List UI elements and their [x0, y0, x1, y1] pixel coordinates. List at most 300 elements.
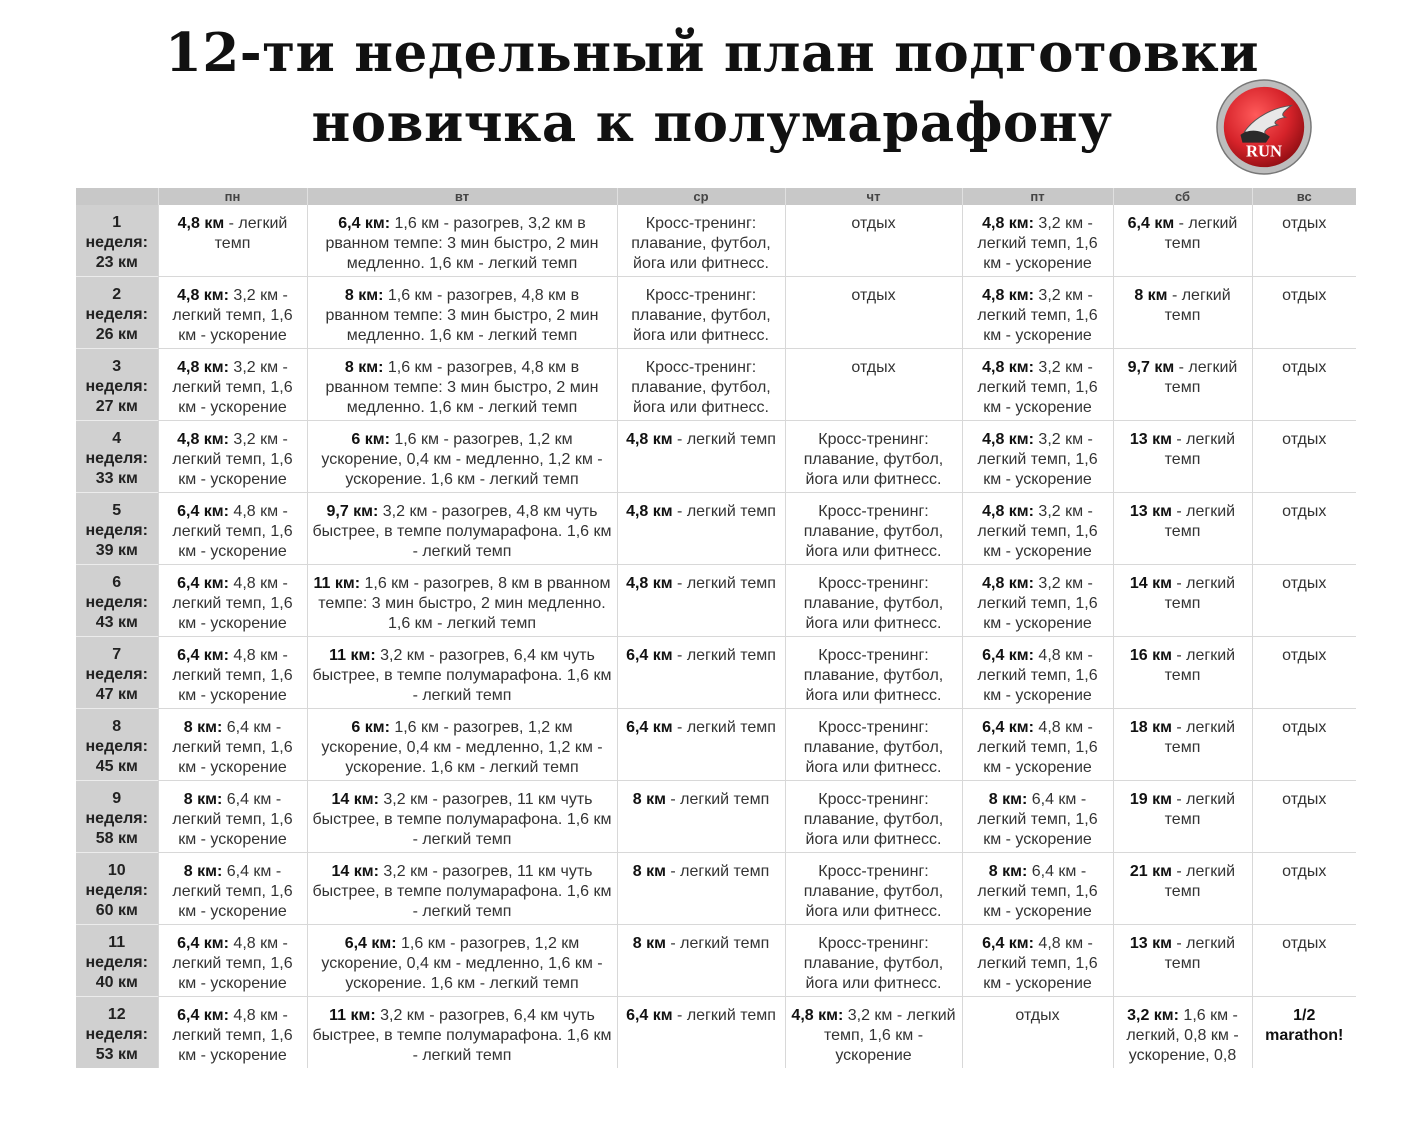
week-num: 11: [108, 934, 126, 951]
workout-description: 1,6 км - разогрев, 4,8 км в рванном темпе: 3 мин быстро, 2 мин медленно. 1,6 км - легкий темп: [325, 287, 599, 344]
distance-label: 6,4 км: [626, 647, 673, 664]
day-cell: [962, 493, 1113, 565]
day-cell: [785, 349, 962, 421]
week-total: 53 км: [95, 1046, 138, 1063]
distance-label: 11 км:: [329, 647, 376, 664]
title-line-2: новичка к полумарафону: [311, 92, 1113, 154]
distance-label: 6,4 км:: [177, 647, 229, 664]
workout-description: - легкий темп: [1164, 575, 1236, 612]
workout-description: 1,6 км - разогрев, 8 км в рванном темпе: 3 мин быстро, 2 мин медленно. 1,6 км - легкий темп: [318, 575, 611, 632]
distance-label: 18 км: [1129, 719, 1172, 736]
workout-description: отдых: [1282, 575, 1327, 592]
workout-description: 1,6 км - разогрев, 1,2 км ускорение, 0,4 км - медленно, 1,6 км - ускорение. 1,6 км - легкий темп: [321, 935, 603, 992]
distance-label: 4,8 км:: [982, 215, 1034, 232]
workout-description: 4,8 км - легкий темп, 1,6 км - ускорение: [172, 935, 293, 992]
day-cell: [785, 925, 962, 997]
distance-label: 19 км: [1129, 791, 1172, 808]
distance-label: 4,8 км: [626, 503, 673, 520]
day-cell: [158, 349, 307, 421]
day-cell: [307, 997, 617, 1069]
table-row: [76, 421, 1356, 493]
workout-description: 3,2 км - легкий темп, 1,6 км - ускорение: [977, 575, 1098, 632]
title-line-1: 12-ти недельный план подготовки: [164, 22, 1260, 84]
day-cell: [1252, 853, 1356, 925]
day-cell: [158, 853, 307, 925]
week-num: 6: [112, 574, 122, 591]
workout-description: Кросс-тренинг: плавание, футбол, йога или фитнесс.: [631, 287, 771, 344]
table-row: [76, 277, 1356, 349]
week-num: 12: [107, 1006, 126, 1023]
header-day: вт: [307, 188, 617, 205]
week-total: 40 км: [95, 974, 138, 991]
week-cell: [76, 925, 158, 997]
day-cell: [1113, 637, 1252, 709]
distance-label: 6,4 км:: [344, 935, 397, 952]
distance-label: 4,8 км:: [982, 359, 1034, 376]
day-cell: [617, 421, 785, 493]
week-cell: [76, 493, 158, 565]
workout-description: - легкий темп: [665, 935, 770, 952]
day-cell: [617, 565, 785, 637]
distance-label: 6 км:: [351, 719, 390, 736]
day-cell: [158, 997, 307, 1069]
day-cell: [158, 709, 307, 781]
day-cell: [307, 277, 617, 349]
week-num: 3: [112, 358, 122, 375]
distance-label: 6,4 км:: [982, 719, 1034, 736]
distance-label: 14 км:: [331, 863, 379, 880]
workout-description: - легкий темп: [214, 215, 288, 252]
workout-description: 4,8 км - легкий темп, 1,6 км - ускорение: [977, 935, 1098, 992]
header-day: пт: [962, 188, 1113, 205]
workout-description: 1,6 км - разогрев, 1,2 км ускорение, 0,4 км - медленно, 1,2 км - ускорение. 1,6 км - легкий темп: [321, 719, 603, 776]
workout-description: - легкий темп: [1164, 359, 1238, 396]
workout-description: 1,6 км - разогрев, 4,8 км в рванном темпе: 3 мин быстро, 2 мин медленно. 1,6 км - легкий темп: [325, 359, 599, 416]
week-cell: [76, 349, 158, 421]
distance-label: 6,4 км:: [177, 575, 229, 592]
workout-description: Кросс-тренинг: плавание, футбол, йога или фитнесс.: [631, 359, 771, 416]
week-total: 47 км: [95, 686, 138, 703]
day-cell: [307, 925, 617, 997]
week-cell: [76, 421, 158, 493]
week-cell: [76, 565, 158, 637]
table-row: [76, 853, 1356, 925]
run-logo: [1215, 78, 1313, 176]
workout-description: отдых: [1282, 791, 1327, 808]
workout-description: 4,8 км - легкий темп, 1,6 км - ускорение: [172, 575, 293, 632]
distance-label: 13 км: [1129, 935, 1172, 952]
distance-label: 6,4 км:: [338, 215, 391, 232]
distance-label: 14 км: [1129, 575, 1172, 592]
distance-label: 8 км:: [988, 791, 1028, 808]
day-cell: [617, 853, 785, 925]
distance-label: 4,8 км:: [791, 1007, 844, 1024]
week-label: неделя:: [85, 738, 148, 755]
week-total: 27 км: [95, 398, 138, 415]
distance-label: 4,8 км: [177, 215, 225, 232]
distance-label: 4,8 км:: [982, 575, 1034, 592]
distance-label: 9,7 км: [1127, 359, 1175, 376]
workout-description: - легкий темп: [1164, 647, 1236, 684]
table-row: [76, 637, 1356, 709]
workout-description: - легкий темп: [1164, 719, 1236, 756]
day-cell: [962, 709, 1113, 781]
day-cell: [1113, 205, 1252, 277]
day-cell: [158, 205, 307, 277]
workout-description: 3,2 км - легкий темп, 1,6 км - ускорение: [977, 503, 1098, 560]
day-cell: [785, 709, 962, 781]
distance-label: 4,8 км:: [982, 287, 1034, 304]
day-cell: [1252, 997, 1356, 1069]
day-cell: [1113, 781, 1252, 853]
workout-description: отдых: [1282, 431, 1327, 448]
workout-description: 1,6 км - разогрев, 1,2 км ускорение, 0,4 км - медленно, 1,2 км - ускорение. 1,6 км - легкий темп: [321, 431, 603, 488]
day-cell: [1113, 997, 1252, 1069]
day-cell: [962, 205, 1113, 277]
distance-label: 11 км:: [313, 575, 361, 592]
distance-label: 9,7 км:: [326, 503, 379, 520]
workout-description: Кросс-тренинг: плавание, футбол, йога или фитнесс.: [803, 575, 944, 632]
day-cell: [617, 493, 785, 565]
week-num: 7: [112, 646, 122, 663]
distance-label: 3,2 км:: [1127, 1007, 1179, 1024]
week-total: 33 км: [95, 470, 138, 487]
distance-label: 6,4 км:: [982, 935, 1034, 952]
day-cell: [962, 925, 1113, 997]
distance-label: 8 км:: [344, 359, 384, 376]
workout-description: - легкий темп: [672, 1007, 776, 1024]
header-day: пн: [158, 188, 307, 205]
workout-description: отдых: [851, 215, 896, 232]
week-total: 26 км: [95, 326, 138, 343]
workout-description: Кросс-тренинг: плавание, футбол, йога или фитнесс.: [803, 503, 944, 560]
workout-description: отдых: [1282, 503, 1327, 520]
day-cell: [1252, 709, 1356, 781]
day-cell: [1113, 421, 1252, 493]
day-cell: [962, 421, 1113, 493]
workout-description: 6,4 км - легкий темп, 1,6 км - ускорение: [977, 791, 1098, 848]
day-cell: [962, 997, 1113, 1069]
workout-description: - легкий темп: [672, 575, 776, 592]
workout-description: 3,2 км - разогрев, 6,4 км чуть быстрее, в темпе полумарафона. 1,6 км - легкий темп: [312, 647, 612, 704]
day-cell: [962, 853, 1113, 925]
distance-label: 8 км:: [183, 791, 223, 808]
distance-label: 8 км: [632, 935, 666, 952]
workout-description: - легкий темп: [672, 503, 776, 520]
workout-description: Кросс-тренинг: плавание, футбол, йога или фитнесс.: [803, 431, 944, 488]
workout-description: отдых: [1015, 1007, 1060, 1024]
week-label: неделя:: [85, 954, 148, 971]
distance-label: 1/2 marathon!: [1265, 1007, 1344, 1044]
week-total: 58 км: [95, 830, 138, 847]
workout-description: 1,6 км - легкий, 0,8 км - ускорение, 0,8: [1126, 1007, 1239, 1064]
workout-description: 3,2 км - разогрев, 11 км чуть быстрее, в темпе полумарафона. 1,6 км - легкий темп: [312, 791, 612, 848]
day-cell: [307, 637, 617, 709]
distance-label: 6,4 км:: [177, 503, 229, 520]
day-cell: [158, 277, 307, 349]
page-title: [0, 18, 1424, 161]
day-cell: [158, 493, 307, 565]
workout-description: отдых: [1282, 719, 1327, 736]
workout-description: отдых: [1282, 287, 1327, 304]
day-cell: [158, 565, 307, 637]
distance-label: 4,8 км:: [982, 503, 1034, 520]
week-cell: [76, 781, 158, 853]
week-cell: [76, 637, 158, 709]
day-cell: [962, 781, 1113, 853]
workout-description: 3,2 км - разогрев, 6,4 км чуть быстрее, в темпе полумарафона. 1,6 км - легкий темп: [312, 1007, 612, 1064]
workout-description: отдых: [851, 359, 896, 376]
week-total: 60 км: [95, 902, 138, 919]
day-cell: [307, 493, 617, 565]
day-cell: [1252, 925, 1356, 997]
workout-description: Кросс-тренинг: плавание, футбол, йога или фитнесс.: [803, 647, 944, 704]
distance-label: 6,4 км: [1127, 215, 1175, 232]
day-cell: [785, 493, 962, 565]
day-cell: [307, 853, 617, 925]
distance-label: 4,8 км:: [177, 359, 229, 376]
workout-description: отдых: [1282, 359, 1327, 376]
distance-label: 6,4 км:: [177, 935, 229, 952]
day-cell: [785, 997, 962, 1069]
week-cell: [76, 709, 158, 781]
header-day: сб: [1113, 188, 1252, 205]
workout-description: 3,2 км - легкий темп, 1,6 км - ускорение: [977, 359, 1098, 416]
distance-label: 8 км: [1134, 287, 1168, 304]
week-cell: [76, 853, 158, 925]
distance-label: 6,4 км:: [177, 1007, 229, 1024]
distance-label: 8 км:: [183, 719, 223, 736]
distance-label: 6 км:: [351, 431, 390, 448]
workout-description: 6,4 км - легкий темп, 1,6 км - ускорение: [172, 719, 293, 776]
workout-description: 3,2 км - разогрев, 4,8 км чуть быстрее, в темпе полумарафона. 1,6 км - легкий темп: [312, 503, 612, 560]
distance-label: 8 км:: [988, 863, 1028, 880]
day-cell: [1113, 853, 1252, 925]
day-cell: [307, 709, 617, 781]
workout-description: - легкий темп: [672, 431, 776, 448]
week-cell: [76, 205, 158, 277]
header-day: вс: [1252, 188, 1356, 205]
table-row: [76, 493, 1356, 565]
day-cell: [785, 277, 962, 349]
workout-description: - легкий темп: [1164, 431, 1236, 468]
week-label: неделя:: [85, 594, 148, 611]
day-cell: [962, 565, 1113, 637]
distance-label: 6,4 км: [626, 1007, 673, 1024]
workout-description: 3,2 км - легкий темп, 1,6 км - ускорение: [977, 215, 1098, 272]
day-cell: [1113, 277, 1252, 349]
day-cell: [1113, 349, 1252, 421]
workout-description: Кросс-тренинг: плавание, футбол, йога или фитнесс.: [803, 935, 944, 992]
distance-label: 14 км:: [331, 791, 379, 808]
day-cell: [1252, 421, 1356, 493]
week-cell: [76, 277, 158, 349]
week-cell: [76, 997, 158, 1069]
header-day: чт: [785, 188, 962, 205]
workout-description: 1,6 км - разогрев, 3,2 км в рванном темпе: 3 мин быстро, 2 мин медленно. 1,6 км - легкий темп: [325, 215, 599, 272]
table-row: [76, 565, 1356, 637]
day-cell: [962, 349, 1113, 421]
workout-description: - легкий темп: [1164, 791, 1236, 828]
week-total: 43 км: [95, 614, 138, 631]
day-cell: [785, 853, 962, 925]
week-num: 10: [107, 862, 126, 879]
week-label: неделя:: [85, 810, 148, 827]
training-plan-table: [76, 188, 1356, 1068]
workout-description: 3,2 км - легкий темп, 1,6 км - ускорение: [172, 431, 293, 488]
day-cell: [962, 277, 1113, 349]
day-cell: [1113, 925, 1252, 997]
week-total: 39 км: [95, 542, 138, 559]
logo-text: RUN: [1245, 141, 1283, 161]
distance-label: 8 км: [632, 863, 666, 880]
day-cell: [617, 277, 785, 349]
workout-description: отдых: [1282, 863, 1327, 880]
day-cell: [158, 421, 307, 493]
week-total: 23 км: [95, 254, 138, 271]
workout-description: 3,2 км - легкий темп, 1,6 км - ускорение: [172, 287, 293, 344]
distance-label: 8 км: [632, 791, 666, 808]
table-row: [76, 349, 1356, 421]
workout-description: 6,4 км - легкий темп, 1,6 км - ускорение: [172, 791, 293, 848]
week-label: неделя:: [85, 450, 148, 467]
week-num: 4: [112, 430, 122, 447]
workout-description: - легкий темп: [665, 863, 770, 880]
workout-description: 3,2 км - легкий темп, 1,6 км - ускорение: [172, 359, 293, 416]
day-cell: [617, 349, 785, 421]
workout-description: 3,2 км - разогрев, 11 км чуть быстрее, в темпе полумарафона. 1,6 км - легкий темп: [312, 863, 612, 920]
workout-description: - легкий темп: [1164, 503, 1236, 540]
day-cell: [307, 421, 617, 493]
workout-description: - легкий темп: [665, 791, 770, 808]
week-num: 5: [112, 502, 122, 519]
workout-description: - легкий темп: [672, 719, 776, 736]
week-label: неделя:: [85, 666, 148, 683]
week-num: 2: [112, 286, 122, 303]
workout-description: 4,8 км - легкий темп, 1,6 км - ускорение: [172, 1007, 293, 1064]
workout-description: 6,4 км - легкий темп, 1,6 км - ускорение: [977, 863, 1098, 920]
distance-label: 4,8 км: [626, 431, 673, 448]
workout-description: 4,8 км - легкий темп, 1,6 км - ускорение: [977, 647, 1098, 704]
week-num: 1: [112, 214, 122, 231]
distance-label: 13 км: [1129, 503, 1172, 520]
day-cell: [1252, 781, 1356, 853]
day-cell: [158, 925, 307, 997]
distance-label: 21 км: [1129, 863, 1172, 880]
distance-label: 11 км:: [329, 1007, 376, 1024]
day-cell: [1113, 493, 1252, 565]
day-cell: [617, 205, 785, 277]
workout-description: 3,2 км - легкий темп, 1,6 км - ускорение: [977, 287, 1098, 344]
workout-description: - легкий темп: [1164, 215, 1238, 252]
table-row: [76, 709, 1356, 781]
day-cell: [1113, 709, 1252, 781]
table-row: [76, 781, 1356, 853]
distance-label: 4,8 км:: [982, 431, 1034, 448]
day-cell: [1252, 349, 1356, 421]
day-cell: [307, 781, 617, 853]
distance-label: 8 км:: [344, 287, 384, 304]
day-cell: [307, 349, 617, 421]
header-row: [76, 188, 1356, 205]
table-row: [76, 205, 1356, 277]
week-label: неделя:: [85, 1026, 148, 1043]
week-label: неделя:: [85, 378, 148, 395]
distance-label: 8 км:: [183, 863, 223, 880]
day-cell: [962, 637, 1113, 709]
day-cell: [785, 421, 962, 493]
workout-description: 4,8 км - легкий темп, 1,6 км - ускорение: [977, 719, 1098, 776]
workout-description: 4,8 км - легкий темп, 1,6 км - ускорение: [172, 647, 293, 704]
distance-label: 13 км: [1129, 431, 1172, 448]
workout-description: - легкий темп: [1164, 863, 1236, 900]
day-cell: [307, 565, 617, 637]
day-cell: [785, 205, 962, 277]
day-cell: [617, 997, 785, 1069]
workout-description: 3,2 км - легкий темп, 1,6 км - ускорение: [977, 431, 1098, 488]
distance-label: 4,8 км:: [177, 287, 229, 304]
day-cell: [307, 205, 617, 277]
day-cell: [785, 781, 962, 853]
week-label: неделя:: [85, 306, 148, 323]
day-cell: [785, 565, 962, 637]
workout-description: 4,8 км - легкий темп, 1,6 км - ускорение: [172, 503, 293, 560]
day-cell: [158, 637, 307, 709]
week-num: 8: [112, 718, 122, 735]
workout-description: Кросс-тренинг: плавание, футбол, йога или фитнесс.: [803, 791, 944, 848]
week-label: неделя:: [85, 234, 148, 251]
header-week: [76, 188, 158, 205]
workout-description: отдых: [1282, 935, 1327, 952]
day-cell: [1252, 493, 1356, 565]
day-cell: [1252, 637, 1356, 709]
day-cell: [1113, 565, 1252, 637]
day-cell: [1252, 565, 1356, 637]
workout-description: Кросс-тренинг: плавание, футбол, йога или фитнесс.: [803, 863, 944, 920]
day-cell: [617, 709, 785, 781]
day-cell: [617, 925, 785, 997]
distance-label: 16 км: [1129, 647, 1172, 664]
day-cell: [617, 781, 785, 853]
day-cell: [617, 637, 785, 709]
workout-description: Кросс-тренинг: плавание, футбол, йога или фитнесс.: [803, 719, 944, 776]
workout-description: отдых: [1282, 215, 1327, 232]
day-cell: [785, 637, 962, 709]
workout-description: - легкий темп: [672, 647, 776, 664]
distance-label: 6,4 км: [626, 719, 673, 736]
distance-label: 6,4 км:: [982, 647, 1034, 664]
workout-description: - легкий темп: [1164, 287, 1231, 324]
workout-description: Кросс-тренинг: плавание, футбол, йога или фитнесс.: [631, 215, 771, 272]
day-cell: [1252, 205, 1356, 277]
workout-description: отдых: [1282, 647, 1327, 664]
day-cell: [1252, 277, 1356, 349]
workout-description: отдых: [851, 287, 896, 304]
day-cell: [158, 781, 307, 853]
week-total: 45 км: [95, 758, 138, 775]
distance-label: 4,8 км: [626, 575, 673, 592]
table-row: [76, 925, 1356, 997]
week-label: неделя:: [85, 522, 148, 539]
table-row: [76, 997, 1356, 1069]
week-label: неделя:: [85, 882, 148, 899]
workout-description: - легкий темп: [1164, 935, 1236, 972]
workout-description: 3,2 км - легкий темп, 1,6 км - ускорение: [823, 1007, 956, 1064]
distance-label: 4,8 км:: [177, 431, 229, 448]
week-num: 9: [112, 790, 122, 807]
header-day: ср: [617, 188, 785, 205]
workout-description: 6,4 км - легкий темп, 1,6 км - ускорение: [172, 863, 293, 920]
